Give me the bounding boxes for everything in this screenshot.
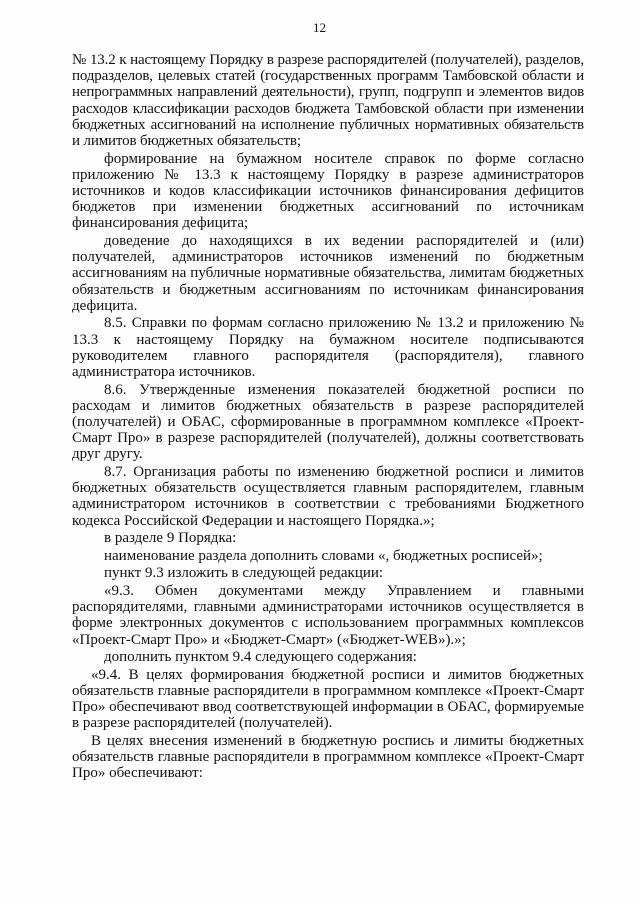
paragraph-section-9: в разделе 9 Порядка:: [104, 530, 237, 547]
paragraph-item-9-3-intro: пункт 9.3 изложить в следующей редакции:: [104, 565, 384, 582]
paragraph-8-5: 8.5. Справки по формам согласно приложению № 13.2 и приложению № 13.3 к настоящему Порядку на бумажном носителе подписываются руководителем главного распорядителя (распорядителя), главного администратора источников.: [72, 315, 584, 381]
paragraph-form-13-3: формирование на бумажном носителе справок по форме согласно приложению № 13.3 к настоящему Порядку в разрезе администраторов источников и кодов классификации источников финансирования дефицитов бюджетов при изменении бюджетных ассигнований по источникам финансирования дефицита;: [72, 150, 584, 232]
paragraph-bringing-changes: доведение до находящихся в их ведении распорядителей и (или) получателей, администраторов источников изменений по бюджетным ассигнованиям на публичные нормативные обязательства, лимитам бюджетных обязательств и бюджетным ассигнованиям по источникам финансирования дефицита.: [72, 233, 584, 314]
page-number: 12: [313, 20, 326, 35]
paragraph-section-name: наименование раздела дополнить словами «, бюджетных росписей»;: [104, 547, 543, 564]
paragraph-changes-provide: В целях внесения изменений в бюджетную роспись и лимиты бюджетных обязательств главные распорядители в программном комплексе «Проект-Смарт Про» обеспечивают:: [72, 733, 584, 782]
paragraph-9-4: «9.4. В целях формирования бюджетной росписи и лимитов бюджетных обязательств главные распорядители в программном комплексе «Проект-Смарт Про» обеспечивают ввод соответствующей информации в ОБАС, формируемые в разрезе распорядителей (получателей).: [72, 666, 584, 732]
paragraph-9-3: «9.3. Обмен документами между Управлением и главными распорядителями, главными администраторами источников осуществляется в форме электронных документов с использованием программных комплексов «Проект-Смарт Про» и «Бюджет-Смарт» («Бюджет-WEB»).»;: [72, 583, 584, 648]
paragraph-add-9-4: дополнить пунктом 9.4 следующего содержания:: [104, 649, 417, 666]
paragraph-8-7: 8.7. Организация работы по изменению бюджетной росписи и лимитов бюджетных обязательств осуществляется главным распорядителем, главным администратором источников в соответствии с требованиями Бюджетного кодекса Российской Федерации и настоящего Порядка.»;: [72, 464, 584, 529]
document-body: [72, 52, 584, 783]
paragraph-continuation: № 13.2 к настоящему Порядку в разрезе распорядителей (получателей), разделов, подразделов, целевых статей (государственных программ Тамбовской области и непрограммных направлений деятельности), групп, подгрупп и элементов видов расходов классификации расходов бюджета Тамбовской области при изменении бюджетных ассигнований на исполнение публичных нормативных обязательств и лимитов бюджетных обязательств;: [72, 52, 584, 150]
paragraph-8-6: 8.6. Утвержденные изменения показателей бюджетной росписи по расходам и лимитов бюджетных обязательств в разрезе распорядителей (получателей) и ОБАС, сформированные в программном комплексе «Проект-Смарт Про» в разрезе распорядителей (получателей), должны соответствовать друг другу.: [72, 381, 584, 463]
